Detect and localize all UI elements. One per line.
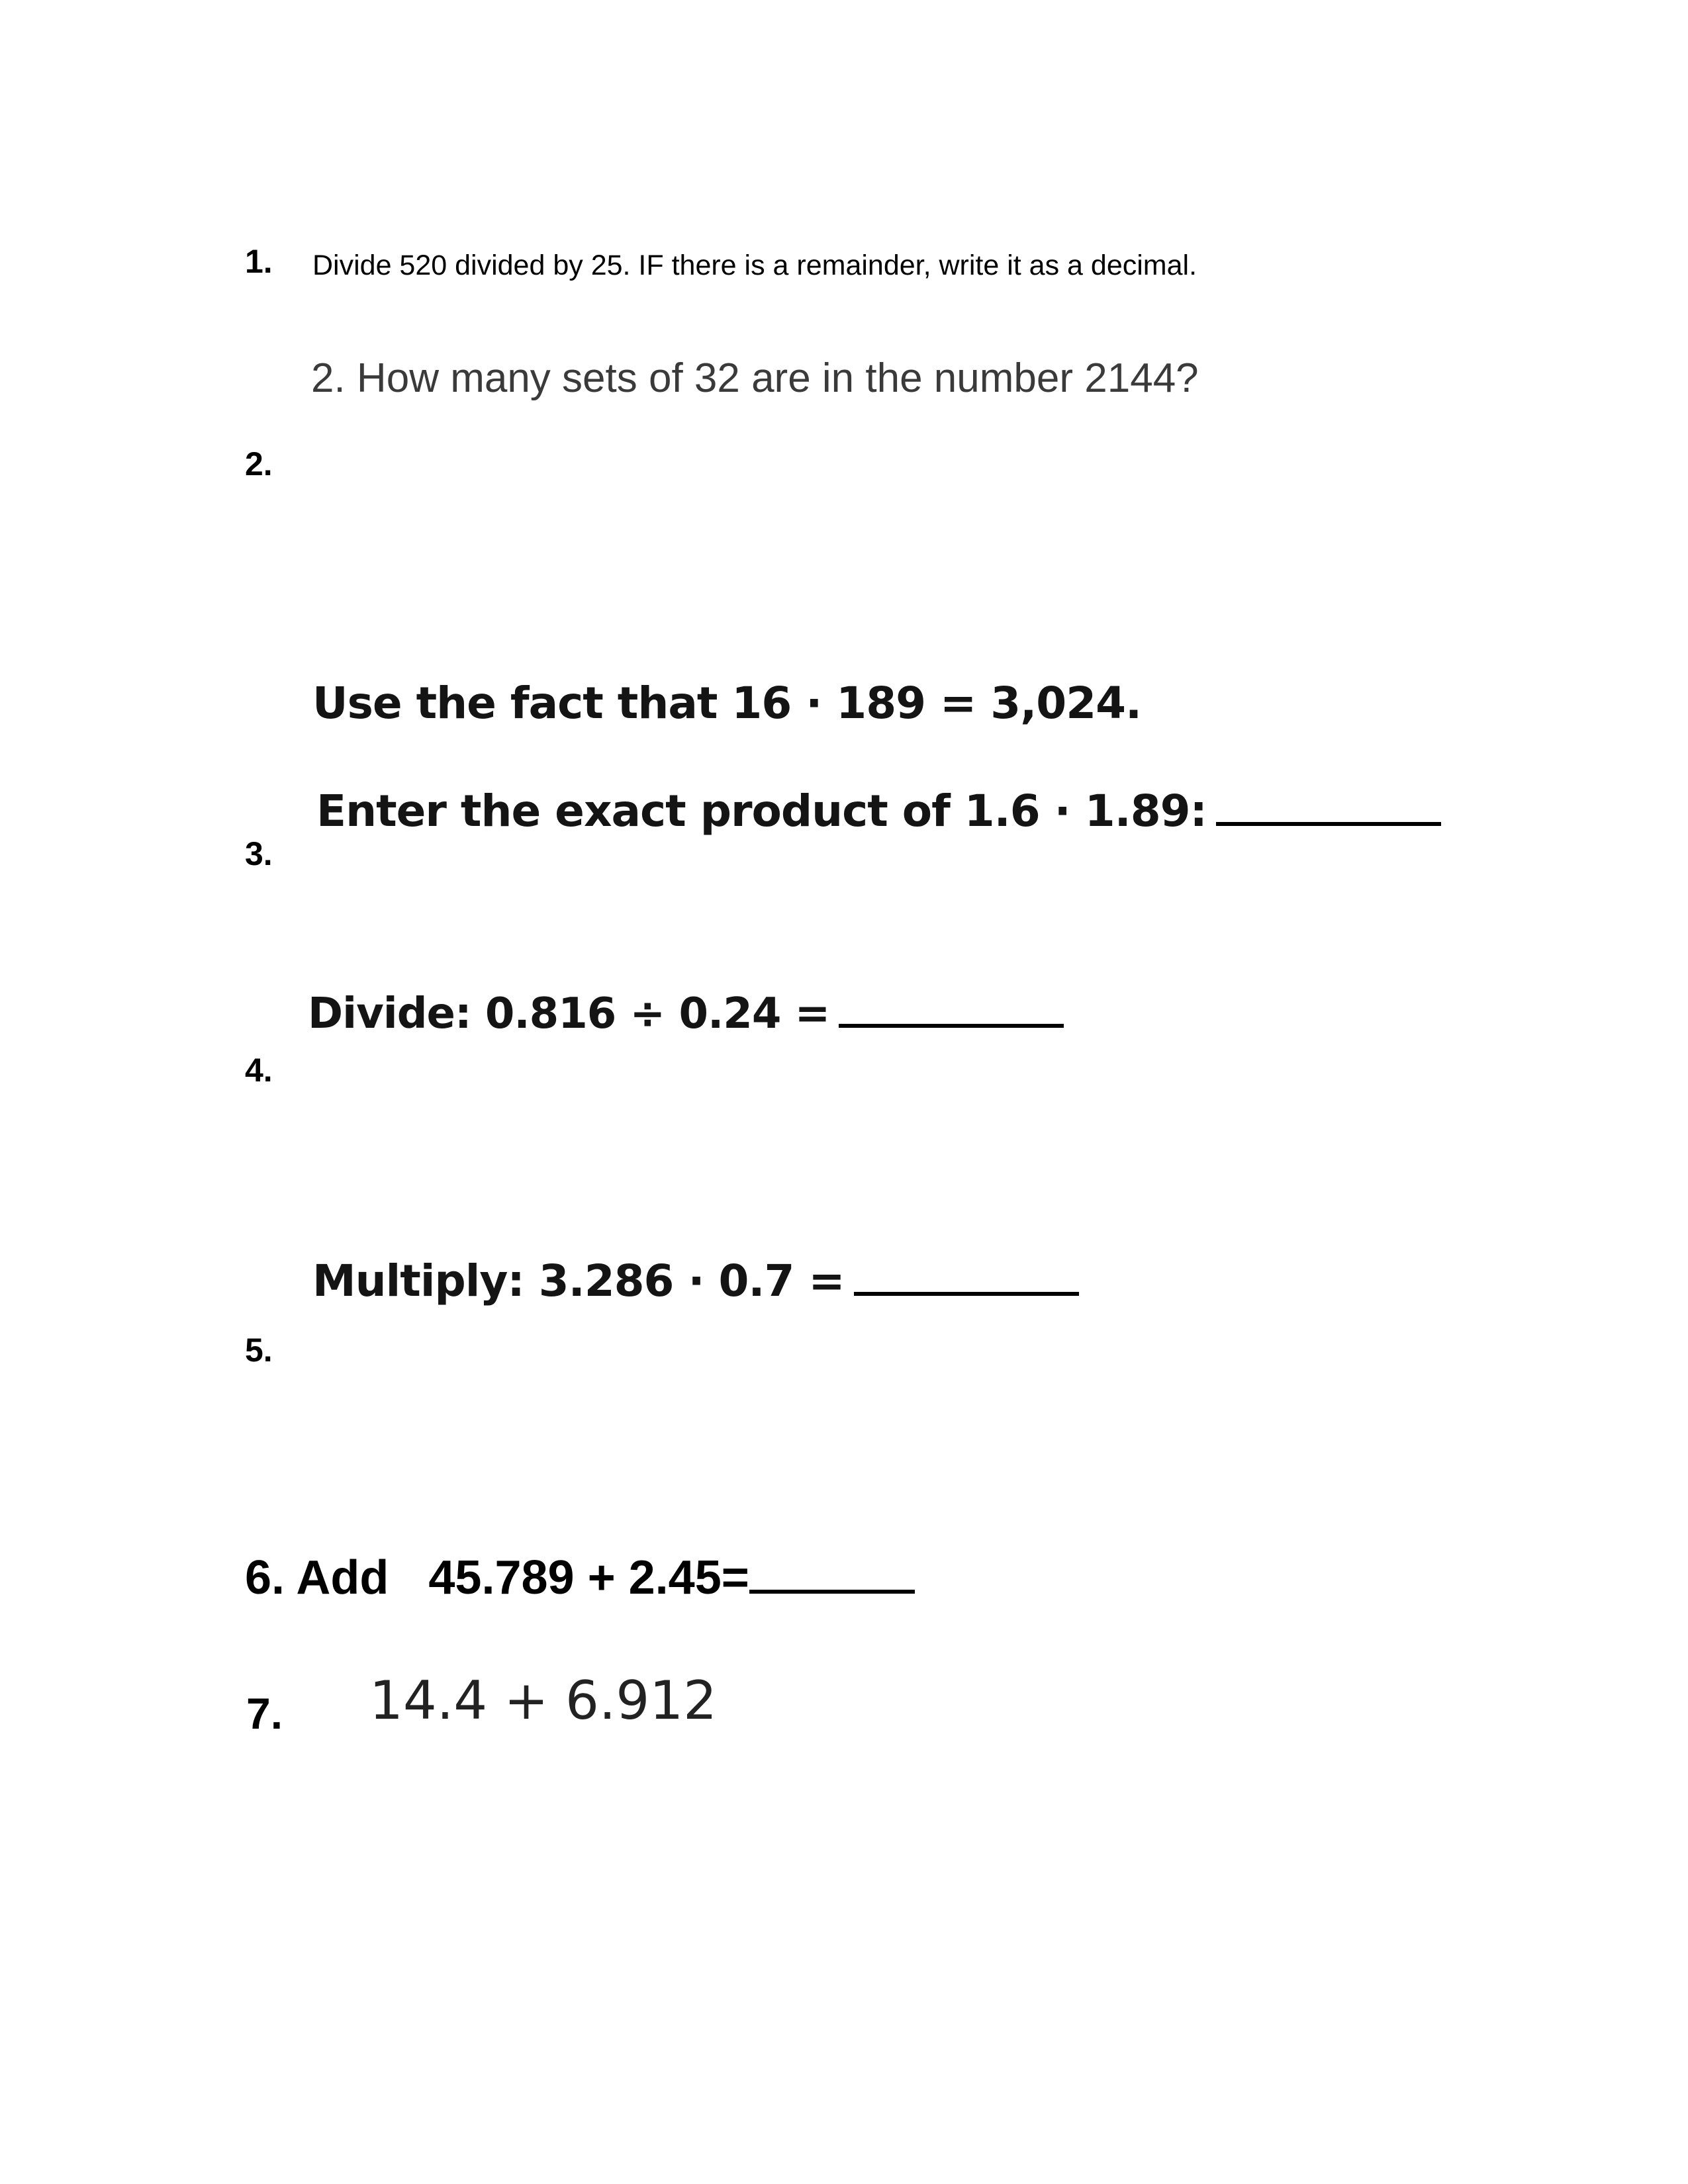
question-6-line	[245, 1551, 915, 1604]
question-5-number: 5.	[245, 1332, 273, 1369]
question-7-number: 7.	[246, 1689, 283, 1738]
question-3-fact: Use the fact that 16 · 189 = 3,024.	[312, 678, 1142, 729]
question-4-text: Divide: 0.816 ÷ 0.24 =	[308, 989, 830, 1038]
question-3-prompt-text: Enter the exact product of 1.6 · 1.89:	[316, 786, 1207, 837]
answer-blank-4	[839, 1017, 1064, 1028]
answer-blank-6	[749, 1583, 915, 1594]
question-6-number: 6.	[245, 1551, 285, 1604]
question-2-text: 2. How many sets of 32 are in the number 2144?	[311, 355, 1199, 401]
question-6-expression: 45.789 + 2.45=	[428, 1551, 749, 1604]
question-4-number: 4.	[245, 1052, 273, 1089]
question-7-expression: 14.4 + 6.912	[369, 1670, 718, 1731]
question-1-number: 1.	[245, 243, 273, 280]
question-1-text: Divide 520 divided by 25. IF there is a remainder, write it as a decimal.	[312, 250, 1197, 281]
question-3-prompt	[316, 786, 1441, 837]
answer-blank-5	[854, 1285, 1079, 1296]
question-6-label: Add	[296, 1551, 389, 1604]
question-2-number: 2.	[245, 445, 273, 482]
answer-blank-3	[1216, 815, 1441, 826]
question-4-text-line	[308, 989, 1064, 1038]
question-5-text-line	[312, 1255, 1079, 1306]
question-3-number: 3.	[245, 835, 273, 872]
question-5-text: Multiply: 3.286 · 0.7 =	[312, 1255, 845, 1306]
